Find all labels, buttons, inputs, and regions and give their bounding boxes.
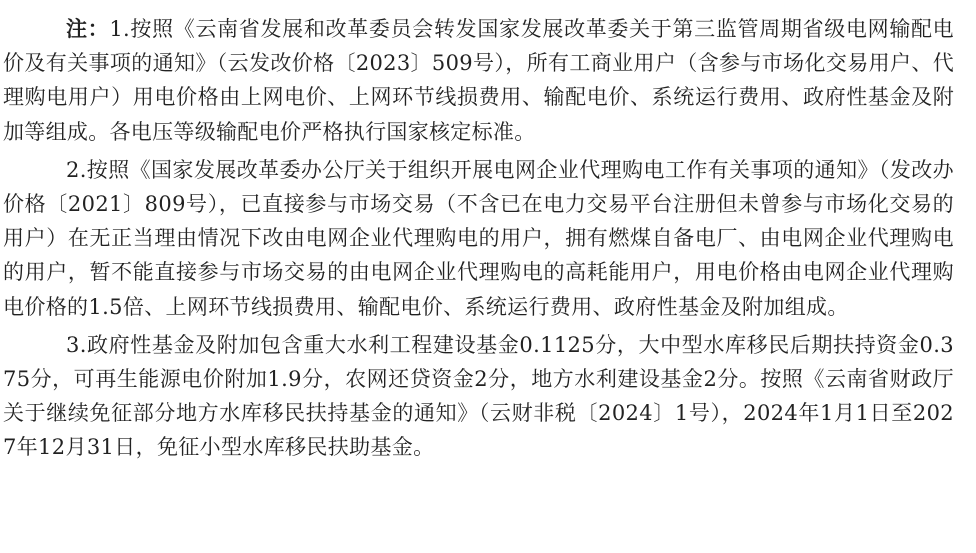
note-paragraph-2: 2.按照《国家发展改革委办公厅关于组织开展电网企业代理购电工作有关事项的通知》（发改办价格〔2021〕809号），已直接参与市场交易（不含已在电力交易平台注册但未曾参与市场化交易的用户）在无正当理由情况下改由电网企业代理购电的用户，拥有燃煤自备电厂、由电网企业代理购电的用户，暂不能直接参与市场交易的由电网企业代理购电的高耗能用户，用电价格由电网企业代理购电价格的1.5倍、上网环节线损费用、输配电价、系统运行费用、政府性基金及附加组成。 xyxy=(3,157,954,319)
note-label: 注： xyxy=(66,17,110,41)
note-paragraph-1-text: 1.按照《云南省发展和改革委员会转发国家发展改革委关于第三监管周期省级电网输配电价及有关事项的通知》（云发改价格〔2023〕509号），所有工商业用户（含参与市场化交易用户、代理购电用户）用电价格由上网电价、上网环节线损费用、输配电价、系统运行费用、政府性基金及附加等组成。各电压等级输配电价严格执行国家核定标准。 xyxy=(3,17,954,144)
note-paragraph-1 xyxy=(3,12,954,149)
note-paragraph-3: 3.政府性基金及附加包含重大水利工程建设基金0.1125分，大中型水库移民后期扶持资金0.375分，可再生能源电价附加1.9分，农网还贷资金2分，地方水利建设基金2分。按照《云南省财政厅关于继续免征部分地方水库移民扶持基金的通知》（云财非税〔2024〕1号），2024年1月1日至2027年12月31日，免征小型水库移民扶助基金。 xyxy=(3,332,954,460)
